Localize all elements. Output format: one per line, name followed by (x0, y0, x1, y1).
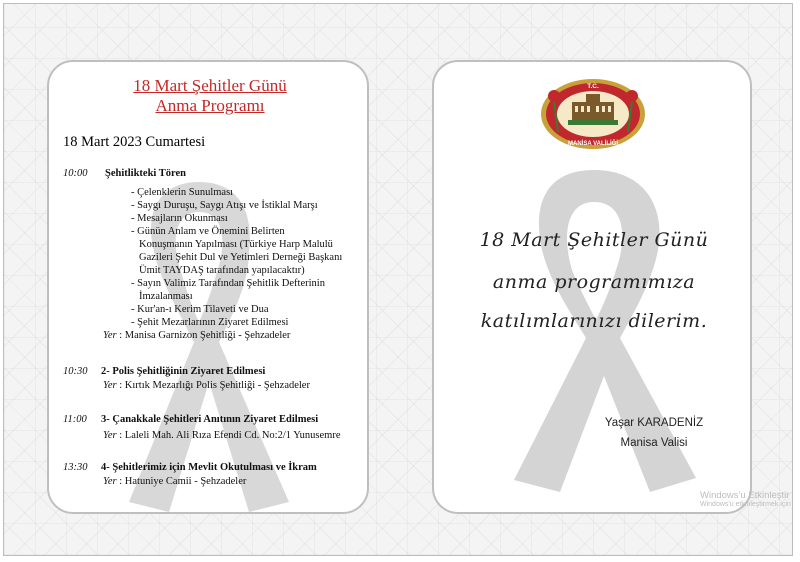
message-line: 18 Mart Şehitler Günü (479, 229, 709, 251)
watermark-line1: Windows'u Etkinleştir (700, 490, 790, 501)
program-title-line2: Anma Programı (155, 96, 265, 115)
schedule-time: 11:00 (63, 414, 87, 425)
message-card (432, 60, 752, 514)
schedule-location (103, 429, 341, 442)
program-title (49, 76, 369, 116)
location-value: : Laleli Mah. Ali Rıza Efendi Cd. No:2/1 Yunusemre (119, 430, 341, 441)
schedule-block (63, 365, 363, 395)
schedule-item: Ümit TAYDAŞ tarafından yapılacaktır) (139, 265, 305, 276)
windows-activation-watermark (700, 490, 791, 508)
schedule-time: 13:30 (63, 462, 88, 473)
program-date: 18 Mart 2023 Cumartesi (63, 134, 206, 150)
location-label: Yer (103, 380, 117, 391)
watermark-line2: Windows'u etkinleştirmek için (700, 501, 791, 508)
schedule-item: - Kur'an-ı Kerim Tilaveti ve Dua (131, 304, 269, 315)
schedule-heading: 2- Polis Şehitliğinin Ziyaret Edilmesi (101, 366, 266, 377)
schedule-time: 10:30 (63, 366, 88, 377)
location-label: Yer (103, 476, 117, 487)
schedule-item: Gazileri Şehit Dul ve Yetimleri Derneği Başkanı (139, 252, 343, 263)
schedule-item-list (131, 186, 369, 329)
schedule-item: İmzalanması (139, 291, 193, 302)
manisa-valiligi-logo (534, 76, 652, 152)
schedule-location (103, 475, 246, 488)
schedule-block (63, 413, 363, 443)
logo-bottom-text: MANİSA VALİLİĞİ (568, 141, 618, 147)
signer-name: Yaşar KARADENİZ (604, 417, 704, 429)
signer-title: Manisa Valisi (620, 437, 688, 449)
schedule-item: - Saygı Duruşu, Saygı Atışı ve İstiklal Marşı (131, 200, 318, 211)
schedule-block (63, 167, 363, 347)
schedule-item: - Sayın Valimiz Tarafından Şehitlik Defterinin (131, 278, 325, 289)
schedule-heading: Şehitlikteki Tören (105, 168, 187, 179)
location-value: : Hatuniye Camii - Şehzadeler (119, 476, 247, 487)
schedule-item: Konuşmanın Yapılması (Türkiye Harp Malulü (139, 239, 333, 250)
location-label: Yer (103, 430, 117, 441)
schedule-time: 10:00 (63, 168, 88, 179)
schedule-item: - Günün Anlam ve Önemini Belirten (131, 226, 285, 237)
message-line: katılımlarınızı dilerim. (480, 310, 708, 332)
logo-top-text: T.C. (587, 83, 599, 90)
program-card (47, 60, 369, 514)
location-label: Yer (103, 330, 117, 341)
program-title-line1: 18 Mart Şehitler Günü (133, 76, 287, 95)
message-line: anma programımıza (492, 271, 696, 293)
location-value: : Kırtık Mezarlığı Polis Şehitliği - Şehzadeler (119, 380, 310, 391)
schedule-location (103, 329, 290, 342)
schedule-heading: 3- Çanakkale Şehitleri Anıtının Ziyaret Edilmesi (101, 414, 319, 425)
schedule-heading: 4- Şehitlerimiz için Mevlit Okutulması ve İkram (101, 462, 317, 473)
schedule-item: - Şehit Mezarlarının Ziyaret Edilmesi (131, 317, 289, 328)
schedule-item: - Mesajların Okunması (131, 213, 228, 224)
location-value: : Manisa Garnizon Şehitliği - Şehzadeler (119, 330, 291, 341)
schedule-block (63, 461, 363, 491)
schedule-item: - Çelenklerin Sunulması (131, 187, 234, 198)
schedule-location (103, 379, 310, 392)
